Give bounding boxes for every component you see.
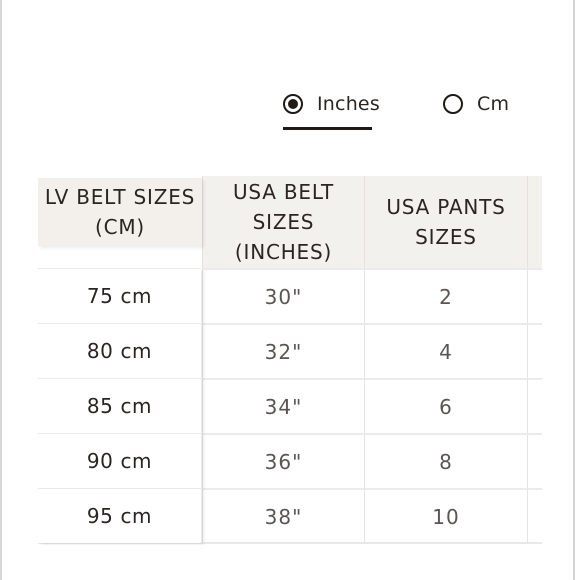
cell-lv-size: 90 cm <box>38 433 201 488</box>
cell-partial-column <box>527 268 542 323</box>
header-lv-belt-sizes <box>38 178 202 246</box>
cell-usa-pants-size: 8 <box>364 433 527 488</box>
cell-usa-pants-size: 2 <box>364 268 527 323</box>
header-line: (INCHES) <box>234 240 333 264</box>
right-edge-divider <box>573 0 575 580</box>
header-line: LV BELT SIZES <box>44 185 196 209</box>
cell-lv-size: 75 cm <box>38 268 201 323</box>
header-usa-belt-sizes <box>202 176 364 268</box>
unit-option-cm[interactable] <box>443 90 509 118</box>
header-next-column-partial <box>527 176 542 268</box>
radio-selected-icon[interactable] <box>283 94 303 114</box>
header-line: SIZES <box>252 210 315 234</box>
header-line: USA BELT <box>232 180 335 204</box>
cell-partial-column <box>527 323 542 378</box>
cell-usa-belt-size: 30" <box>202 268 364 323</box>
left-edge-divider <box>0 0 2 580</box>
size-table <box>38 176 542 545</box>
unit-option-inches[interactable] <box>283 90 380 118</box>
header-usa-pants-sizes <box>364 176 527 268</box>
cell-usa-belt-size: 34" <box>202 378 364 433</box>
header-line: USA PANTS <box>386 195 506 219</box>
cell-lv-size: 95 cm <box>38 488 201 543</box>
header-line: (CM) <box>94 215 146 239</box>
cell-usa-belt-size: 38" <box>202 488 364 543</box>
cell-partial-column <box>527 488 542 543</box>
header-line: SIZES <box>415 225 477 249</box>
unit-label-inches: Inches <box>317 93 380 115</box>
cell-lv-size: 80 cm <box>38 323 201 378</box>
cell-partial-column <box>527 433 542 488</box>
cell-usa-belt-size: 36" <box>202 433 364 488</box>
cell-usa-pants-size: 10 <box>364 488 527 543</box>
cell-usa-belt-size: 32" <box>202 323 364 378</box>
unit-label-cm: Cm <box>477 93 510 115</box>
cell-partial-column <box>527 378 542 433</box>
cell-usa-pants-size: 6 <box>364 378 527 433</box>
cell-lv-size: 85 cm <box>38 378 201 433</box>
radio-unselected-icon[interactable] <box>443 94 463 114</box>
active-unit-underline <box>283 127 372 130</box>
cell-usa-pants-size: 4 <box>364 323 527 378</box>
